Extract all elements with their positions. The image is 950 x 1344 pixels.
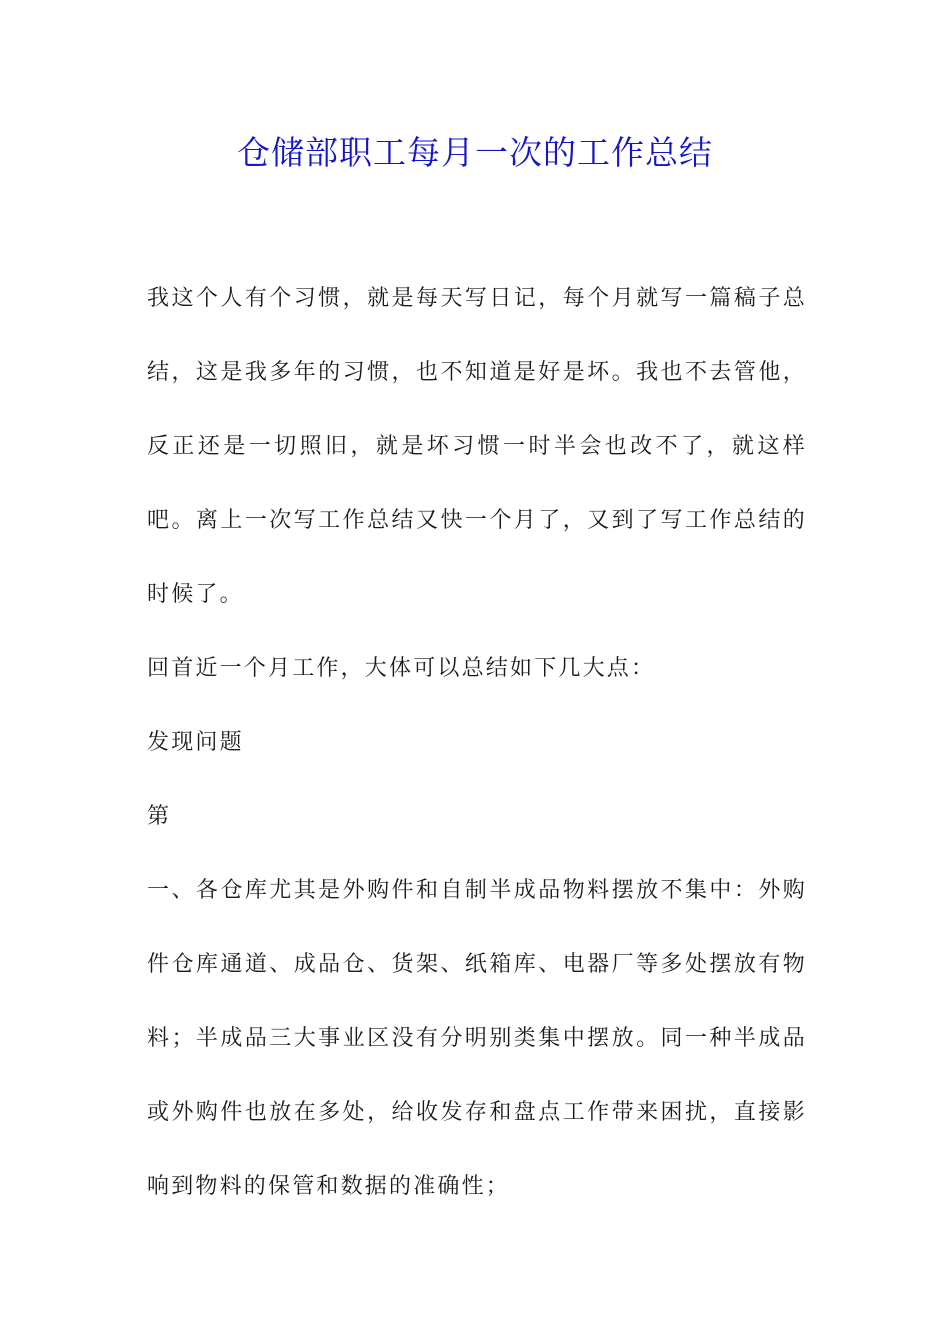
paragraph-section-heading: 发现问题 bbox=[147, 730, 244, 755]
document-title: 仓储部职工每月一次的工作总结 bbox=[237, 133, 713, 172]
paragraph-point-one: 一、各仓库尤其是外购件和自制半成品物料摆放不集中：外购件仓库通道、成品仓、货架、纸箱库、电器厂等多处摆放有物料；半成品三大事业区没有分明别类集中摆放。同一种半成品或外购件也放在多处，给收发存和盘点工作带来困扰，直接影响到物料的保管和数据的准确性； bbox=[147, 878, 807, 1199]
paragraph-ordinal: 第 bbox=[147, 804, 172, 829]
document-body bbox=[147, 262, 807, 1224]
paragraph-summary-lead: 回首近一个月工作，大体可以总结如下几大点： bbox=[147, 656, 656, 681]
paragraph-intro: 我这个人有个习惯，就是每天写日记，每个月就写一篇稿子总结，这是我多年的习惯，也不知道是好是坏。我也不去管他，反正还是一切照旧，就是坏习惯一时半会也改不了，就这样吧。离上一次写工作总结又快一个月了，又到了写工作总结的时候了。 bbox=[147, 286, 807, 607]
